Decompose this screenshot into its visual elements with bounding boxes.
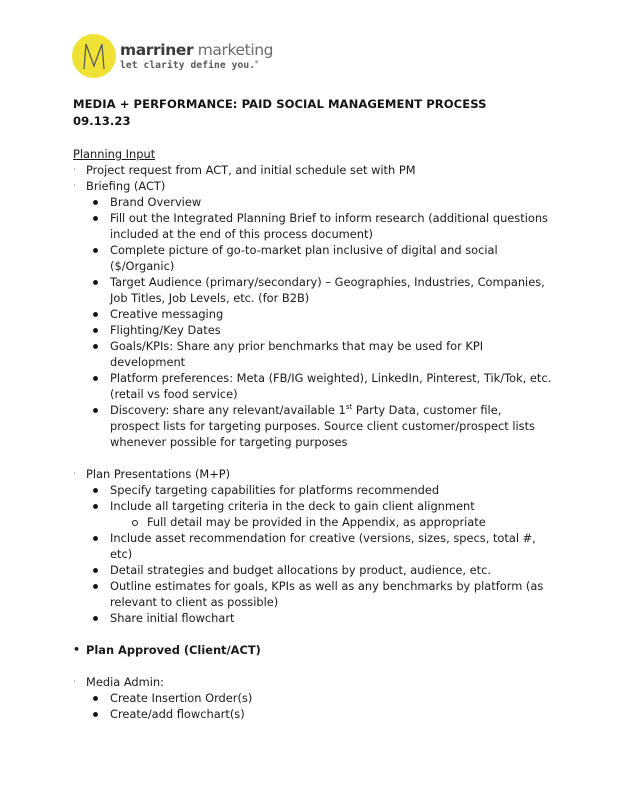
bullet-disc-icon <box>93 248 98 253</box>
bullet-disc-icon <box>93 328 98 333</box>
list-item-text: Include all targeting criteria in the deck to gain client alignment <box>110 499 475 513</box>
list-item-text: Project request from ACT, and initial schedule set with PM <box>86 163 416 177</box>
list-item-text: Complete picture of go-to-market plan inclusive of digital and social ($/Organic) <box>110 243 498 273</box>
list-item <box>73 498 553 514</box>
list-item <box>73 402 553 450</box>
plan-presentations-sublist <box>73 482 553 626</box>
document-date: 09.13.23 <box>73 114 131 128</box>
bullet-dot-icon: · <box>73 469 76 479</box>
list-item-text: Include asset recommendation for creative (versions, sizes, specs, total #, etc) <box>110 531 536 561</box>
list-item <box>73 338 553 370</box>
bullet-disc-icon <box>93 344 98 349</box>
list-item <box>73 242 553 274</box>
list-item-text: Specify targeting capabilities for platforms recommended <box>110 483 440 497</box>
list-item-text: Goals/KPIs: Share any prior benchmarks that may be used for KPI development <box>110 339 484 369</box>
list-item-text: Brand Overview <box>110 195 202 209</box>
spacer <box>73 626 553 642</box>
spacer <box>73 658 553 674</box>
brand-tagline <box>120 61 273 71</box>
logo-text <box>120 41 273 71</box>
bullet-dot-icon: · <box>73 181 76 191</box>
bullet-disc-icon <box>93 216 98 221</box>
bullet-disc-icon <box>93 408 98 413</box>
planning-input-list <box>73 162 553 194</box>
ordinal-superscript: st <box>345 403 353 412</box>
bullet-disc-icon <box>93 696 98 701</box>
spacer <box>73 130 553 146</box>
bullet-dot-icon: · <box>73 165 76 175</box>
list-item <box>73 578 553 610</box>
bullet-disc-icon <box>93 584 98 589</box>
list-item <box>73 482 553 498</box>
brand-name-bold: marriner <box>120 40 194 59</box>
list-item-text: Create/add flowchart(s) <box>110 707 245 721</box>
list-item <box>73 530 553 562</box>
bullet-disc-icon <box>93 568 98 573</box>
list-item <box>73 562 553 578</box>
list-item-text: Briefing (ACT) <box>86 179 166 193</box>
section-heading-planning-input: Planning Input <box>73 147 156 161</box>
list-item <box>73 642 553 658</box>
list-item <box>73 514 553 530</box>
list-item-text: Share initial flowchart <box>110 611 235 625</box>
m-letter-icon <box>81 41 107 71</box>
document-title: MEDIA + PERFORMANCE: PAID SOCIAL MANAGEMENT PROCESS <box>73 97 487 111</box>
list-item-text: Detail strategies and budget allocations by product, audience, etc. <box>110 563 491 577</box>
tagline-text: let clarity define you. <box>120 60 256 72</box>
logo-m-circle-icon <box>72 34 116 78</box>
list-item <box>73 466 553 482</box>
brand-name <box>120 40 274 59</box>
list-item <box>73 674 553 690</box>
list-item-text: Media Admin: <box>86 675 164 689</box>
list-item-text: Outline estimates for goals, KPIs as well as any benchmarks by platform (as relevant to client as possible) <box>110 579 544 609</box>
list-item-text: Discovery: share any relevant/available 1 <box>110 403 346 417</box>
bullet-disc-icon <box>93 488 98 493</box>
list-item-text: Plan Approved (Client/ACT) <box>86 643 261 657</box>
briefing-sublist <box>73 194 553 450</box>
list-item <box>73 306 553 322</box>
company-logo <box>72 33 273 79</box>
bullet-circle-icon <box>132 520 138 526</box>
registered-mark: ® <box>255 60 259 67</box>
list-item-text: Create Insertion Order(s) <box>110 691 253 705</box>
bullet-disc-icon <box>93 536 98 541</box>
bullet-disc-icon <box>93 616 98 621</box>
list-item <box>73 322 553 338</box>
media-admin-sublist <box>73 690 553 722</box>
list-item <box>73 210 553 242</box>
bullet-disc-icon <box>93 280 98 285</box>
bullet-disc-icon <box>93 200 98 205</box>
plan-approved-list <box>73 642 553 658</box>
bullet-disc-icon <box>93 712 98 717</box>
list-item-text: Flighting/Key Dates <box>110 323 221 337</box>
list-item-text: Creative messaging <box>110 307 224 321</box>
list-item <box>73 162 553 178</box>
bullet-dot-icon: · <box>73 677 76 687</box>
bullet-disc-icon <box>93 504 98 509</box>
bullet-dot-icon: • <box>73 643 81 656</box>
brand-name-light: marketing <box>193 40 274 59</box>
list-item-text: Fill out the Integrated Planning Brief to inform research (additional questions included at the end of this process document) <box>110 211 548 241</box>
list-item-text: Full detail may be provided in the Appendix, as appropriate <box>147 515 486 529</box>
list-item <box>73 194 553 210</box>
spacer <box>73 450 553 466</box>
plan-presentations-list <box>73 466 553 482</box>
list-item <box>73 178 553 194</box>
document-body <box>73 96 553 722</box>
bullet-disc-icon <box>93 376 98 381</box>
list-item <box>73 610 553 626</box>
list-item-text: Platform preferences: Meta (FB/IG weighted), LinkedIn, Pinterest, Tik/Tok, etc. (retail vs food service) <box>110 371 552 401</box>
list-item <box>73 370 553 402</box>
list-item-text-cont: Party Data, customer file, prospect lists for targeting purposes. Source client customer/prospect lists whenever possible for targeting purposes <box>110 403 535 449</box>
media-admin-list <box>73 674 553 690</box>
bullet-disc-icon <box>93 312 98 317</box>
list-item <box>73 690 553 706</box>
list-item-text: Target Audience (primary/secondary) – Geographies, Industries, Companies, Job Titles, Job Levels, etc. (for B2B) <box>110 275 545 305</box>
list-item <box>73 706 553 722</box>
list-item <box>73 274 553 306</box>
list-item-text: Plan Presentations (M+P) <box>86 467 231 481</box>
